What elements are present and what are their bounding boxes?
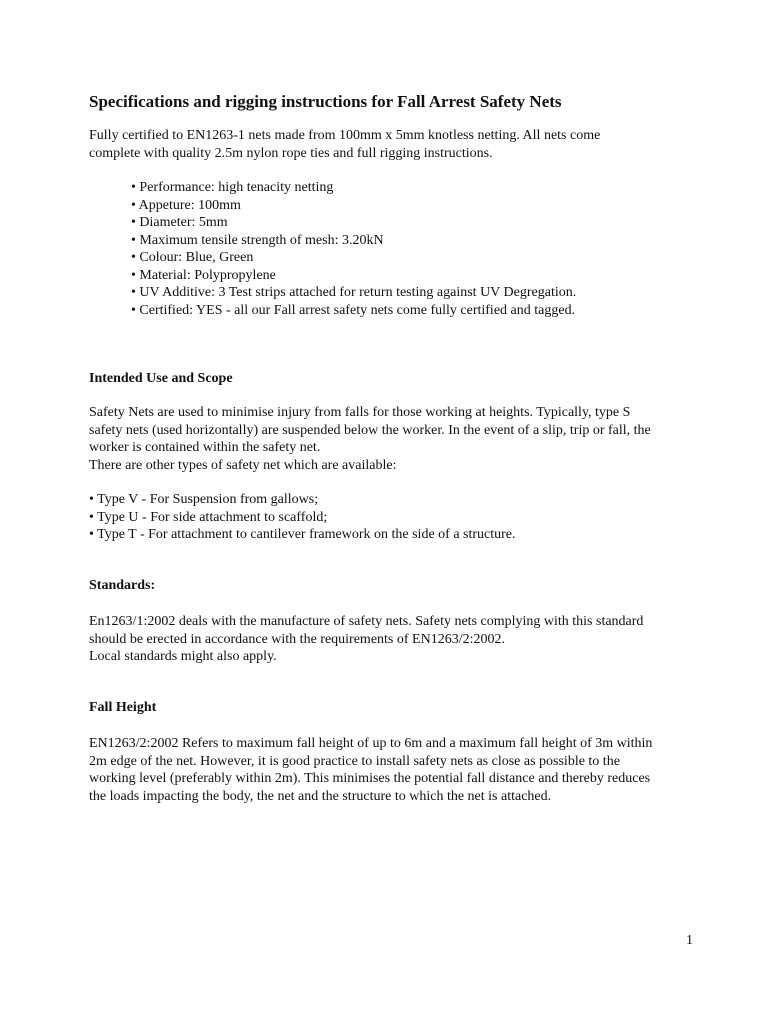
net-type-item: • Type U - For side attachment to scaffold; bbox=[89, 509, 328, 525]
paragraph-line: the loads impacting the body, the net and the structure to which the net is attached. bbox=[89, 788, 552, 804]
section-heading-standards: Standards: bbox=[89, 578, 156, 593]
paragraph-line: should be erected in accordance with the requirements of EN1263/2:2002. bbox=[89, 631, 505, 647]
paragraph-line: safety nets (used horizontally) are suspended below the worker. In the event of a slip, trip or fall, the bbox=[89, 422, 651, 438]
intro-paragraph bbox=[89, 127, 709, 162]
intro-line: Fully certified to EN1263-1 nets made from 100mm x 5mm knotless netting. All nets come bbox=[89, 128, 601, 143]
intended-use-paragraph bbox=[89, 404, 709, 474]
spec-item: • Appeture: 100mm bbox=[131, 197, 241, 213]
net-type-item: • Type T - For attachment to cantilever framework on the side of a structure. bbox=[89, 527, 516, 542]
document-title: Specifications and rigging instructions for Fall Arrest Safety Nets bbox=[89, 92, 562, 111]
fall-height-paragraph bbox=[89, 735, 709, 805]
section-heading-intended-use: Intended Use and Scope bbox=[89, 371, 233, 386]
page-number: 1 bbox=[686, 933, 693, 948]
paragraph-line: There are other types of safety net which are available: bbox=[89, 457, 397, 473]
spec-item: • Colour: Blue, Green bbox=[131, 250, 254, 265]
net-types-list bbox=[89, 491, 516, 544]
spec-item: • UV Additive: 3 Test strips attached for return testing against UV Degregation. bbox=[131, 285, 577, 300]
paragraph-line: 2m edge of the net. However, it is good practice to install safety nets as close as possible to the bbox=[89, 753, 620, 769]
paragraph-line: Safety Nets are used to minimise injury from falls for those working at heights. Typically, type S bbox=[89, 405, 631, 420]
paragraph-line: working level (preferably within 2m). This minimises the potential fall distance and thereby reduces bbox=[89, 771, 651, 786]
spec-item: • Certified: YES - all our Fall arrest safety nets come fully certified and tagged. bbox=[131, 302, 576, 318]
paragraph-line: En1263/1:2002 deals with the manufacture of safety nets. Safety nets complying with this standard bbox=[89, 614, 644, 629]
spec-item: • Performance: high tenacity netting bbox=[131, 180, 334, 195]
standards-paragraph bbox=[89, 613, 709, 666]
section-heading-fall-height: Fall Height bbox=[89, 700, 157, 715]
spec-item: • Diameter: 5mm bbox=[131, 215, 228, 230]
spec-item: • Material: Polypropylene bbox=[131, 267, 276, 283]
spec-item: • Maximum tensile strength of mesh: 3.20kN bbox=[131, 232, 384, 248]
net-type-item: • Type V - For Suspension from gallows; bbox=[89, 492, 319, 507]
spec-list bbox=[131, 179, 576, 319]
paragraph-line: Local standards might also apply. bbox=[89, 649, 277, 664]
paragraph-line: EN1263/2:2002 Refers to maximum fall height of up to 6m and a maximum fall height of 3m within bbox=[89, 736, 653, 751]
intro-line: complete with quality 2.5m nylon rope ties and full rigging instructions. bbox=[89, 145, 493, 161]
paragraph-line: worker is contained within the safety net. bbox=[89, 440, 321, 455]
